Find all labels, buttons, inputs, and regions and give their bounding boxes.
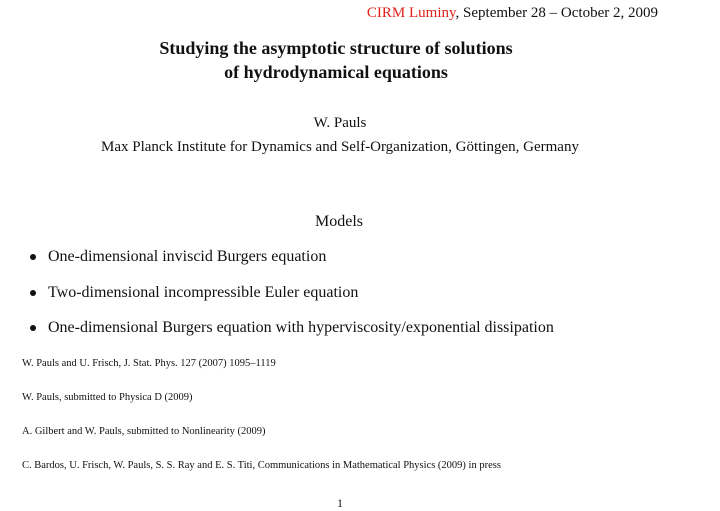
models-list (30, 246, 554, 353)
bullet-icon (30, 325, 36, 331)
author-name: W. Pauls (313, 115, 367, 131)
model-item-label: Two-dimensional incompressible Euler equation (48, 283, 359, 301)
references-list (22, 356, 501, 492)
page-title (0, 36, 672, 84)
title-line-1: Studying the asymptotic structure of solutions (159, 38, 513, 58)
reference-item: A. Gilbert and W. Pauls, submitted to Nonlinearity (2009) (22, 426, 266, 437)
model-item-label: One-dimensional inviscid Burgers equation (48, 248, 327, 265)
reference-item: W. Pauls and U. Frisch, J. Stat. Phys. 127 (2007) 1095–1119 (22, 358, 276, 369)
model-item-label: One-dimensional Burgers equation with hyperviscosity/exponential dissipation (48, 319, 554, 336)
conference-date: , September 28 – October 2, 2009 (455, 5, 658, 21)
bullet-icon (30, 254, 36, 260)
page-number: 1 (337, 496, 343, 510)
list-item (30, 317, 554, 353)
models-heading: Models (315, 213, 363, 230)
conference-venue: CIRM Luminy (366, 5, 456, 21)
bullet-icon (30, 290, 36, 296)
conference-header (367, 5, 658, 22)
list-item (30, 282, 554, 318)
reference-item: W. Pauls, submitted to Physica D (2009) (22, 392, 193, 403)
author-affiliation: Max Planck Institute for Dynamics and Self-Organization, Göttingen, Germany (101, 139, 579, 155)
list-item (30, 246, 554, 282)
title-line-2: of hydrodynamical equations (224, 62, 448, 82)
reference-item: C. Bardos, U. Frisch, W. Pauls, S. S. Ray and E. S. Titi, Communications in Mathematical Physics (2009) in press (22, 460, 501, 471)
